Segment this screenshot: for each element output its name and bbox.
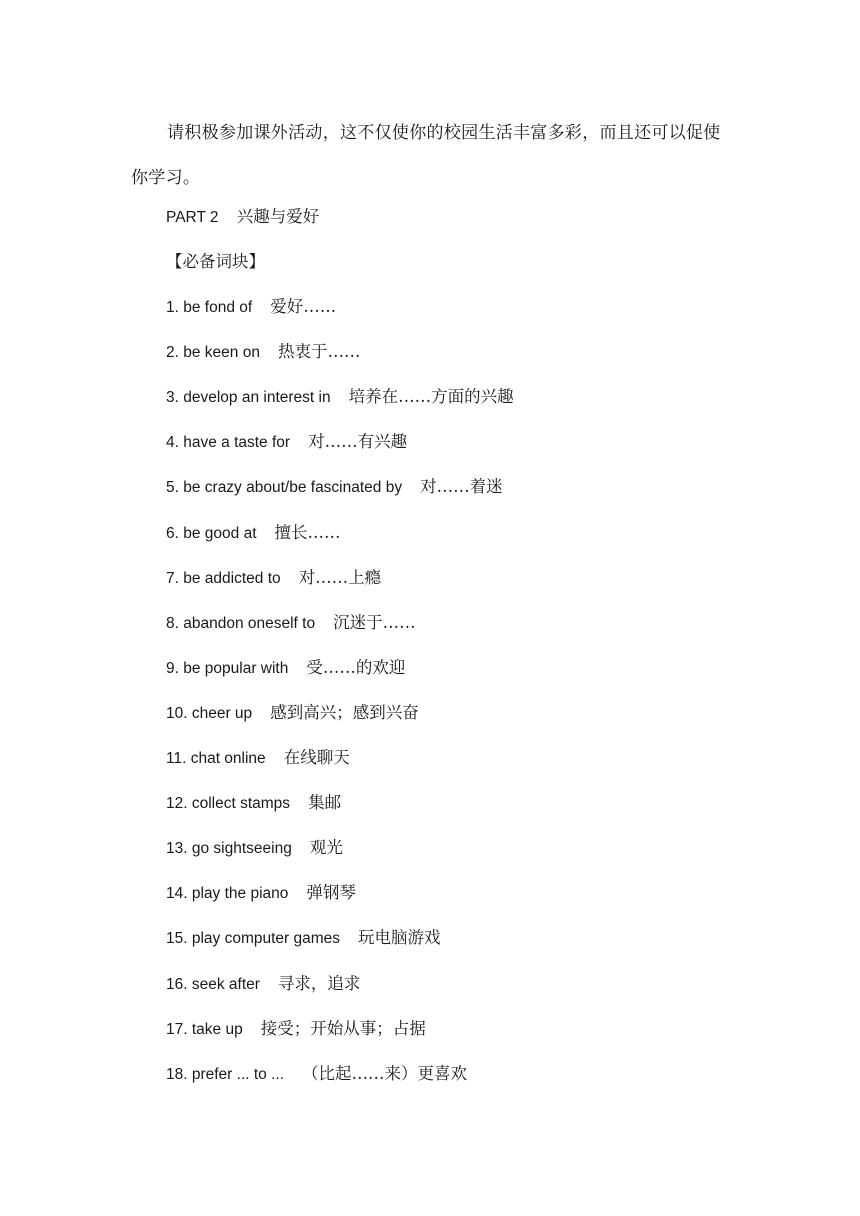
vocab-item [166,881,356,906]
vocab-item [166,475,503,500]
vocab-item [166,746,350,771]
vocab-item [166,791,341,816]
vocab-english: 3. develop an interest in [166,389,331,407]
vocab-chinese: 对……有兴趣 [308,432,408,452]
vocab-english: 4. have a taste for [166,434,291,452]
vocab-english: 13. go sightseeing [166,840,292,858]
vocab-english: 1. be fond of [166,299,253,316]
vocab-english: 10. cheer up [166,704,253,722]
vocab-english: 2. be keen on [166,344,260,362]
vocab-item [166,1062,467,1087]
vocab-english: 12. collect stamps [166,795,291,813]
vocab-item [166,836,343,861]
vocab-chinese: 感到高兴；感到兴奋 [270,702,419,722]
vocab-chinese: 培养在……方面的兴趣 [348,387,514,407]
vocab-chinese: 弹钢琴 [306,883,356,903]
vocab-english: 11. chat online [166,750,266,767]
vocab-chinese: 对……着迷 [420,477,503,497]
vocab-item [166,385,514,410]
vocab-item [166,972,360,997]
vocab-english: 6. be good at [166,524,257,542]
vocab-english: 17. take up [166,1020,243,1038]
part-label: PART 2 [166,209,219,226]
vocab-english: 16. seek after [166,975,260,993]
vocab-english: 15. play computer games [166,930,341,948]
vocab-english: 9. be popular with [166,659,289,677]
vocab-chinese: 观光 [309,838,343,858]
vocab-english: 7. be addicted to [166,569,281,587]
vocab-chinese: 在线聊天 [283,748,350,767]
vocab-english: 14. play the piano [166,885,289,903]
vocab-item [166,340,360,365]
vocab-english: 8. abandon oneself to [166,614,316,632]
vocab-chinese: 对……上瘾 [298,567,382,587]
vocab-english: 18. prefer ... to ... [166,1065,285,1083]
intro-paragraph: 请积极参加课外活动，这不仅使你的校园生活丰富多彩，而且还可以促使你学习。 [131,123,721,188]
vocab-chinese: 受……的欢迎 [306,657,406,677]
vocab-chinese: （比起……来）更喜欢 [302,1063,468,1083]
vocab-item [166,1017,426,1042]
vocab-item [166,521,341,546]
vocab-chinese: 玩电脑游戏 [358,928,441,948]
part-heading [166,205,319,230]
vocab-chinese: 接受；开始从事；占据 [260,1018,426,1038]
vocab-chinese: 集邮 [308,793,342,813]
vocab-chinese: 寻求，追求 [277,973,361,993]
vocab-item [166,430,407,455]
vocab-item [166,656,405,681]
vocab-item [166,295,336,320]
vocab-item [166,566,381,591]
vocab-item [166,611,416,636]
vocab-english: 5. be crazy about/be fascinated by [166,479,403,497]
vocab-heading: 【必备词块】 [166,252,265,271]
vocab-chinese: 爱好…… [270,297,337,316]
vocab-item [166,926,441,951]
vocab-chinese: 沉迷于…… [333,612,416,632]
vocab-chinese: 擅长…… [274,522,341,542]
vocab-item [166,701,419,726]
part-title: 兴趣与爱好 [236,207,320,226]
vocab-chinese: 热衷于…… [277,342,361,362]
